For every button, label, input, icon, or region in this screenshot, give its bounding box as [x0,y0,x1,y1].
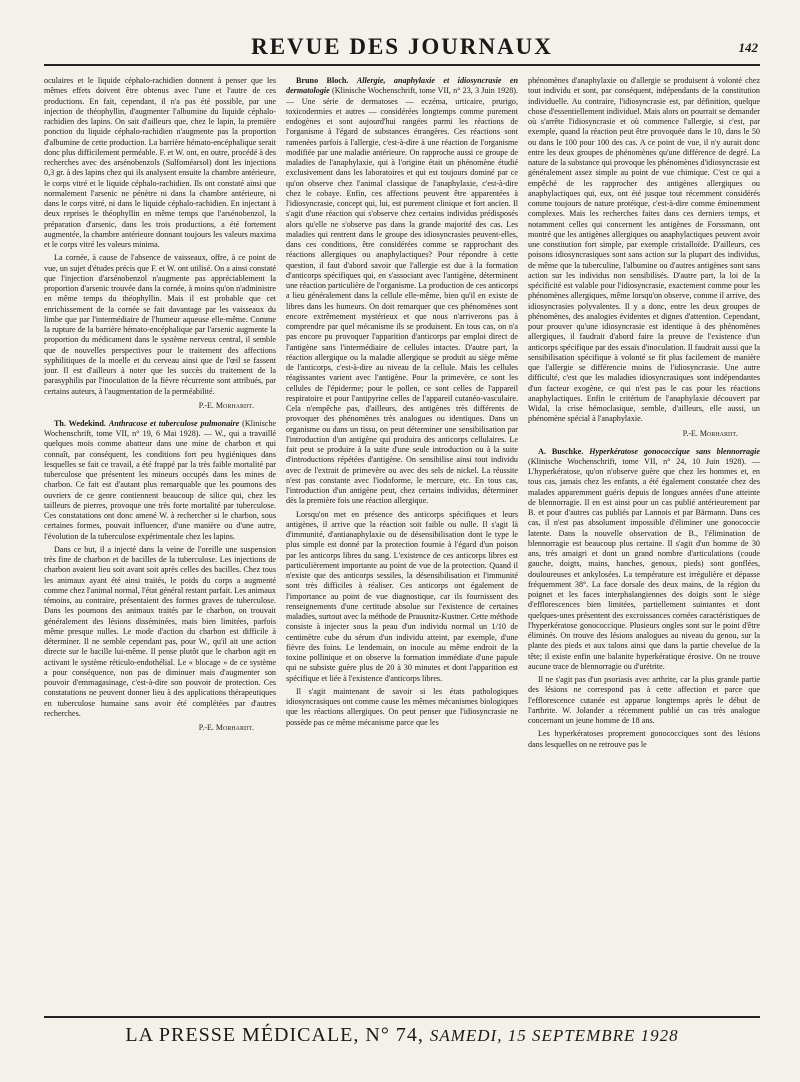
paragraph: Il ne s'agit pas d'un psoriasis avec arthrite, car la plus grande partie des lésions ne correspond pas à cette affection et parce que l'efflorescence cutanée est apparue longtemps après le début de l'arthrite. W. Jolander a récemment publié un cas très analogue concernant un jeune homme de 18 ans. [528,675,760,725]
page-footer [44,1016,760,1048]
author-signature: P.-E. Morhardt. [198,723,254,732]
paragraph: Lorsqu'on met en présence des anticorps spécifiques et leurs antigènes, il arrive que la réaction soit faible ou nulle. Il s'agit là d'immunité, d'antianaphylaxie ou de désensibilisation dont le type le plus simple est donné par la protection fournie à l'égard d'un poison par les anticorps libres du sang. L'existence de ces anticorps libres est particulièrement importante au point de vue de la protection. Quand il n'existe que des anticorps sessiles, la désensibilisation et l'immunité sont très difficiles à réaliser. Ces anticorps ont également de l'importance au point de vue diagnostique, car ils fournissent des renseignements d'une certitude absolue sur l'existence de certaines maladies, surtout avec la méthode de Prausnitz-Kustner. Cette méthode consiste à injecter sous la peau d'un individu normal un 1/10 de centimètre cube du sérum d'un individu atteint, par exemple, d'une fièvre des foins. Le lendemain, on inocule au même endroit de la toxine pollinique et on observe la formation immédiate d'une papule qui ne subsiste guère plus de 20 à 30 minutes et dont l'apparition est spécifique et liée à l'existence d'anticorps libres. [286,509,518,683]
section-title: REVUE DES JOURNAUX [251,34,553,59]
article-author: A. Buschke. [538,446,584,456]
article-paragraph [44,419,276,542]
article-body: (Klinische Wochenschrift, tome VII, n° 19, 6 Mai 1928). — W., qui a travaillé quelques mois comme abatteur dans une mine de charbon et qui connaît, par conséquent, les conditions fort peu hygiéniques dans lesquelles se fait ce travail, a été frappé par la très faible mortalité par tuberculose que présentent les mineurs occupés dans les mines de charbon. Ce fait est d'autant plus remarquable que les poumons des ouvriers de ce genre contiennent beaucoup de silice qui, chez les tailleurs de pierres, provoque une très forte mortalité par tuberculose. Ces constatations ont donc amené W. à rechercher si le charbon, sous certaines formes, pouvait influencer, d'une manière ou d'une autre, l'évolution de la tuberculose expérimentale chez les lapins. [44,418,276,541]
article-author: Bruno Bloch. [296,76,349,85]
author-signature: P.-E. Morhardt. [682,428,738,438]
issue-number: N° 74, [365,1024,424,1046]
article-author: Th. Wedekind. [54,418,106,428]
article-title: Allergie, anaphylaxie et idiosyncrasie en dermatologie [286,76,518,96]
page-number: 142 [738,40,758,55]
column-3 [528,76,760,1010]
author-signature: P.-E. Morhardt. [198,400,254,410]
article-paragraph [286,76,518,507]
article-title: Hyperkératose gonococcique sans blennorragie [589,446,760,456]
article-body: (Klinische Wochenschrift, tome VII, n° 24, 10 Juin 1928). — L'hyperkératose, qu'on n'observe guère que chez les hommes et, en tous cas, jamais chez les enfants, a été également constatée chez des malades apparemment guéris depuis de longues années d'une atteinte de blennorragie. Il en est ainsi pour un cas publié antérieurement par B. et pour d'autres cas publiés par Lannois et par Bärmann. Dans ces cas, il n'est pas absolument impossible d'éliminer une gonococcie latente. Dans la nouvelle observation de B., l'élimination de blennorragie est beaucoup plus certaine. Il s'agit d'un homme de 30 ans, très amaigri et dont un grand nombre d'articulations (coude gauche, doigts, mains, hanches, genoux, pieds) sont gonflées, douloureuses et ankylosées. La température est irrégulière et dépasse fréquemment 38°. La face dorsale des deux mains, de la région du poignet et les faces interphalangiennes des doigts sont le siège d'efflorescences bien limitées, partiellement suintantes et dont quelques-unes présentent des excroissances cornées caractéristiques de l'hyperkératose gonococcique. Plusieurs ongles sont sur le point d'être éliminés. On trouve des lésions analogues au niveau du genou, sur la plante des pieds et aux talons ainsi que dans la partie chevelue de la tête; il existe enfin une balanite hyperkératique érosive. On ne trouve aucune trace de blennorragie ou d'urétrite. [528,456,760,671]
article-body: (Klinische Wochenschrift, tome VII, n° 23, 3 Juin 1928). — Une série de dermatoses — eczéma, urticaire, prurigo, toxicodermies et autres — considérées longtemps comme purement endogènes et sont aujourd'hui rangées parmi les réactions de l'organisme à l'égard de substances étrangères. Ces réactions sont ramenées parfois à l'allergie, c'est-à-dire à une réaction de l'organisme modifiée par une maladie antérieure. On rapproche aussi ce groupe de maladies de l'anaphylaxie, qui à l'origine était un phénomène étudié exclusivement dans les laboratoires et qui est toujours dominé par ce qu'on observe chez l'animal classique de l'anaphylaxie, c'est-à-dire chez le cobaye. Enfin, ces affections peuvent être apparentées à l'idiosyncrasie, concept qui, lui, est purement clinique et fort ancien. Il s'agit d'une réaction qui s'observe chez certains individus prédisposés alors qu'elle ne s'observe pas dans la grande majorité des cas. Les maladies qui rentrent dans le groupe des idiosyncrasies peuvent-elles, dans ces conditions, être considérées comme se rapprochant des réactions allergiques ou anaphylactiques? Pour répondre à cette question, il faut d'abord savoir que l'allergie est due à la formation d'anticorps spécifiques qui, en s'associant avec l'antigène, déterminent une réaction particulière de l'organisme. La production de ces anticorps a lieu généralement dans la cellule elle-même, bien qu'il en existe de libres dans les humeurs. On doit remarquer que ces phénomènes sont encore extrêmement mystérieux et que nous n'arriverons pas à comprendre par quel mécanisme ils se produisent. En tous cas, on n'a pas encore pu provoquer l'apparition d'anticorps par emploi direct de l'antigène sans l'intermédiaire de cellules intactes. D'autre part, la réaction allergique ou la maladie allergique se produit au siège même de l'anticorps, c'est-à-dire au niveau de la cellule. Mais les cellules réagissantes varient avec l'antigène. Pour la primevère, ce sont les cellules de l'épiderme; pour le pollen, ce sont celles de l'appareil respiratoire et pour l'antipyrine celles de l'appareil cutanéo-vasculaire. Cela n'empêche pas, d'ailleurs, des antigènes très différents de provoquer des phénomènes très analogues ou identiques. Dans un organisme ou dans un tissu, on peut déterminer une sensibilisation par l'introduction d'un antigène qui produira des anticorps cellulaires. Le fait peut se produire à la suite d'une seule introduction ou à la suite d'introductions répétées d'antigène. On sensibilise ainsi tout individu avec de l'extrait de primevère ou avec des sels de nickel. La réussite n'est pas constante avec l'iodoforme, le mercure, etc. En tous cas, l'introduction d'un antigène peut, chez certains individus, déterminer dès la première fois une réaction allergique. [286,86,518,506]
footer-line [44,1024,760,1047]
issue-date: SAMEDI, 15 SEPTEMBRE 1928 [429,1026,679,1045]
column-1 [44,76,276,1010]
paragraph: La cornée, à cause de l'absence de vaisseaux, offre, à ce point de vue, un sujet d'études précis que F. et W. ont utilisé. On a ainsi constaté que l'injection d'arsénobenzol n'augmente pas appréciablement la proportion d'arsenic trouvée dans la cornée, à moins qu'on n'administre en même temps du théophyllin. Mais il est probable que cet enrichissement de la cornée se fait davantage par les vaisseaux du limbe que par l'intermédiaire de l'humeur aqueuse elle-même. Comme la rupture de la barrière hémato-encéphalique par l'arsenic augmente la proportion du médicament dans le système nerveux central, il semble que de nouvelles perspectives pour le traitement des affections syphilitiques de la moelle et du cerveau ainsi que de l'œil se fassent jour. Il est d'ailleurs à noter que les succès du traitement de la parasyphilis par l'inoculation de la fièvre récurrente sont attribués, par certains auteurs, à l'augmentation de la perméabilité. [44,253,276,396]
column-2 [286,76,518,1010]
paragraph: Dans ce but, il a injecté dans la veine de l'oreille une suspension très fine de charbon et de bacilles de la tuberculose. Les injections de charbon avaient lieu soit avant soit après celles des bacilles. Chez tous les animaux ayant été ainsi traités, le poids du corps a augmenté comme chez l'animal normal, l'état général restant parfait. Les animaux témoins, au contraire, présentaient des formes graves de tuberculose. Dans les poumons des animaux traités par le charbon, on trouvait généralement des lésions disséminées, mais bien limitées, parfois même presque nulles. Le mode d'action du charbon est difficile à déterminer. Il ne semble cependant pas, pour W., qu'il ait une action directe sur le bacille lui-même. Il pense plutôt que le charbon agit en activant le système réticulo-endothélial. Le « blocage » de ce système a pour conséquence, non pas de diminuer mais d'augmenter son pouvoir d'emmagasinage, c'est-à-dire son pouvoir de protection. Ces constatations ne peuvent donner lieu à des applications thérapeutiques en tuberculose humaine sans avoir été complétées par d'autres recherches. [44,544,276,718]
article-title: Anthracose et tuberculose pulmonaire [108,418,240,428]
article-paragraph [528,447,760,673]
page-header [44,34,760,66]
paragraph: Il s'agit maintenant de savoir si les états pathologiques idiosyncrasiques ont comme cause les mêmes mécanismes biologiques que les réactions allergiques. On peut penser que l'idiosyncrasie ne possède pas ce même mécanisme parce que les [286,686,518,727]
journal-name: LA PRESSE MÉDICALE, [125,1024,360,1046]
paragraph: oculaires et le liquide céphalo-rachidien donnent à penser que les mêmes effets doivent être obtenus avec l'une et l'autre de ces productions. En fait, cependant, il n'a pas été possible, par une injection de théophyllin, d'augmenter l'albumine du liquide céphalo-rachidien des lapins. On sait d'ailleurs que, chez le lapin, la première ponction du liquide céphalo-rachidien n'augmente pas la proportion d'albumine de cette production. La barrière hémato-encéphalique serait donc plus difficilement perméable. F. et W. ont, en outre, procédé à des recherches avec des arsénobenzols (Sulfoméarsol) dont les injections 0,3 gr. à des lapins chez qui ils analysent ensuite la chambre antérieure, le corps vitré et le liquide céphalo-rachidien. Ils ont constaté ainsi que normalement l'arsenic ne pénètre ni dans la chambre antérieure, ni dans le corps vitré, ni dans le liquide céphalo-rachidien. En injectant à deux reprises le théophyllin en même temps que l'arsénobenzol, la préparation d'arsenic, dans les trois productions, a été fortement augmentée, la chambre antérieure donnant toujours les valeurs maxima et le corps vitré les valeurs minima. [44,76,276,249]
paragraph: phénomènes d'anaphylaxie ou d'allergie se produisent à volonté chez tout individu et sont, par conséquent, indépendants de la constitution individuelle. Au contraire, l'idiosyncrasie est, par définition, quelque chose d'essentiellement individuel. Mais alors on pourrait se demander où s'arrête l'idiosyncrasie et où commence l'allergie, si c'est, par exemple, quand la réaction peut être provoquée dans le 10, dans le 50 ou dans le 100 pour 100 des cas. A ce point de vue, il n'y aurait donc entre les deux groupes de phénomènes qu'une différence de degré. La nature de la substance qui provoque les phénomènes d'idiosyncrasie est généralement assez simple au point de vue chimique. C'est ce qui a empêché de les rapprocher des antigènes allergiques ou anaphylactiques qui, eux, ont été jusque tout récemment considérés comme toujours de nature protéique, c'est-à-dire comme éminemment complexes. Mais les recherches faites dans ces derniers temps, et notamment celles qui concernent les antigènes de Forssmann, ont montré que les antigènes allergiques ou anaphylactiques peuvent avoir une constitution fort simple, par exemple cristalloïde. D'ailleurs, ces poisons idiosyncrasiques sont sans action sur la plupart des individus, de même que la tuberculine, l'albumine ou d'autres antigènes sont sans action sur les individus non sensibilisés. D'autre part, la loi de la spécificité est valable pour l'idiosyncrasie, exactement comme pour les phénomènes allergiques, même lorsqu'on observe, comme il arrive, des idiosyncrasies polyvalentes. Il y a donc, entre les deux groupes de phénomènes, des analogies évidentes et dignes d'attention. Cependant, pour prouver qu'une idiosyncrasie est identique à des phénomènes allergiques, il faudrait d'abord faire la preuve de l'existence d'un anticorps spécifique par des essais d'inoculation. Il faudrait aussi que la sensibilisation spécifique à volonté se fit plus facilement de manière que l'allergie se différencie moins de l'idiosyncrasie. Une autre difficulté, c'est que les maladies idiosyncrasiques sont indépendantes d'un facteur exogène, ce qui n'est pas le cas pour les réactions anaphylactiques. Enfin le critérium de l'anaphylaxie découvert par Widal, la crise hémoclasique, semble, d'ailleurs, elle aussi, un phénomène spécial à l'anaphylaxie. [528,76,760,424]
article-columns [44,76,760,1010]
paragraph: Les hyperkératoses proprement gonococciques sont des lésions dans lesquelles on ne retrouve pas le [528,729,760,749]
